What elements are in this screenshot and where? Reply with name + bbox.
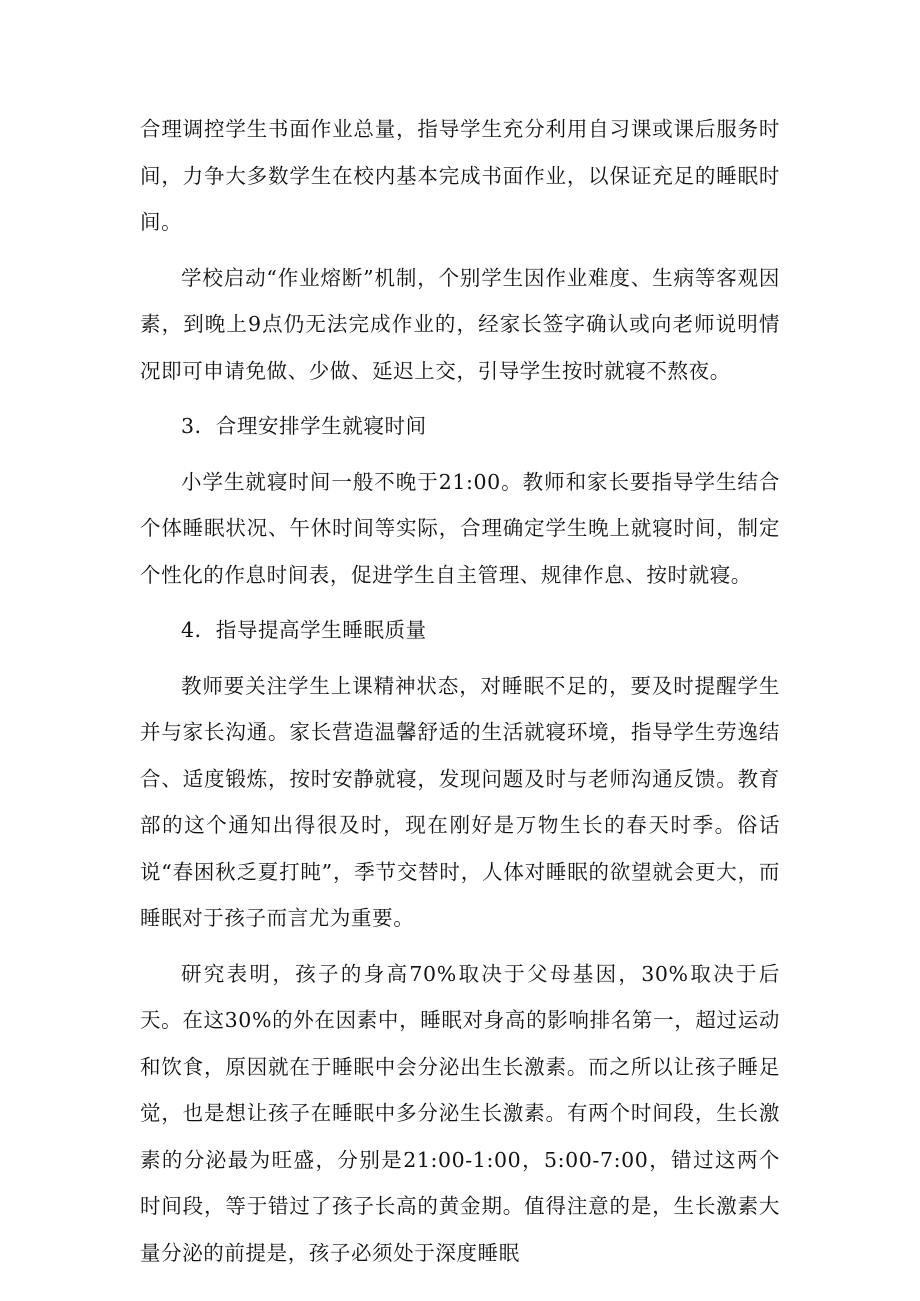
- body-paragraph-4: 教师要关注学生上课精神状态，对睡眠不足的，要及时提醒学生并与家长沟通。家长营造温馨舒适的生活就寝环境，指导学生劳逸结合、适度锻炼，按时安静就寝，发现问题及时与老师沟通反馈。教育部的这个通知出得很及时，现在刚好是万物生长的春天时季。俗话说“春困秋乏夏打盹”，季节交替时，人体对睡眠的欲望就会更大，而睡眠对于孩子而言尤为重要。: [140, 673, 780, 930]
- body-paragraph-1: 合理调控学生书面作业总量，指导学生充分利用自习课或课后服务时间，力争大多数学生在校内基本完成书面作业，以保证充足的睡眠时间。: [140, 117, 780, 234]
- section-heading-4: 4．指导提高学生睡眠质量: [181, 618, 427, 642]
- body-paragraph-5: 研究表明，孩子的身高70%取决于父母基因，30%取决于后天。在这30%的外在因素中，睡眠对身高的影响排名第一，超过运动和饮食，原因就在于睡眠中会分泌出生长激素。而之所以让孩子睡足觉，也是想让孩子在睡眠中多分泌生长激素。有两个时间段，生长激素的分泌最为旺盛，分别是21:00-1:00，5:00-7:00，错过这两个时间段，等于错过了孩子长高的黄金期。值得注意的是，生长激素大量分泌的前提是，孩子必须处于深度睡眠: [140, 961, 780, 1265]
- body-paragraph-2: 学校启动“作业熔断”机制，个别学生因作业难度、生病等客观因素，到晚上9点仍无法完成作业的，经家长签字确认或向老师说明情况即可申请免做、少做、延迟上交，引导学生按时就寝不熬夜。: [140, 265, 780, 383]
- section-heading-3: 3．合理安排学生就寝时间: [181, 414, 427, 438]
- body-paragraph-3: 小学生就寝时间一般不晚于21:00。教师和家长要指导学生结合个体睡眠状况、午休时间等实际，合理确定学生晚上就寝时间，制定个性化的作息时间表，促进学生自主管理、规律作息、按时就寝。: [140, 469, 780, 587]
- document-body: [140, 106, 780, 1276]
